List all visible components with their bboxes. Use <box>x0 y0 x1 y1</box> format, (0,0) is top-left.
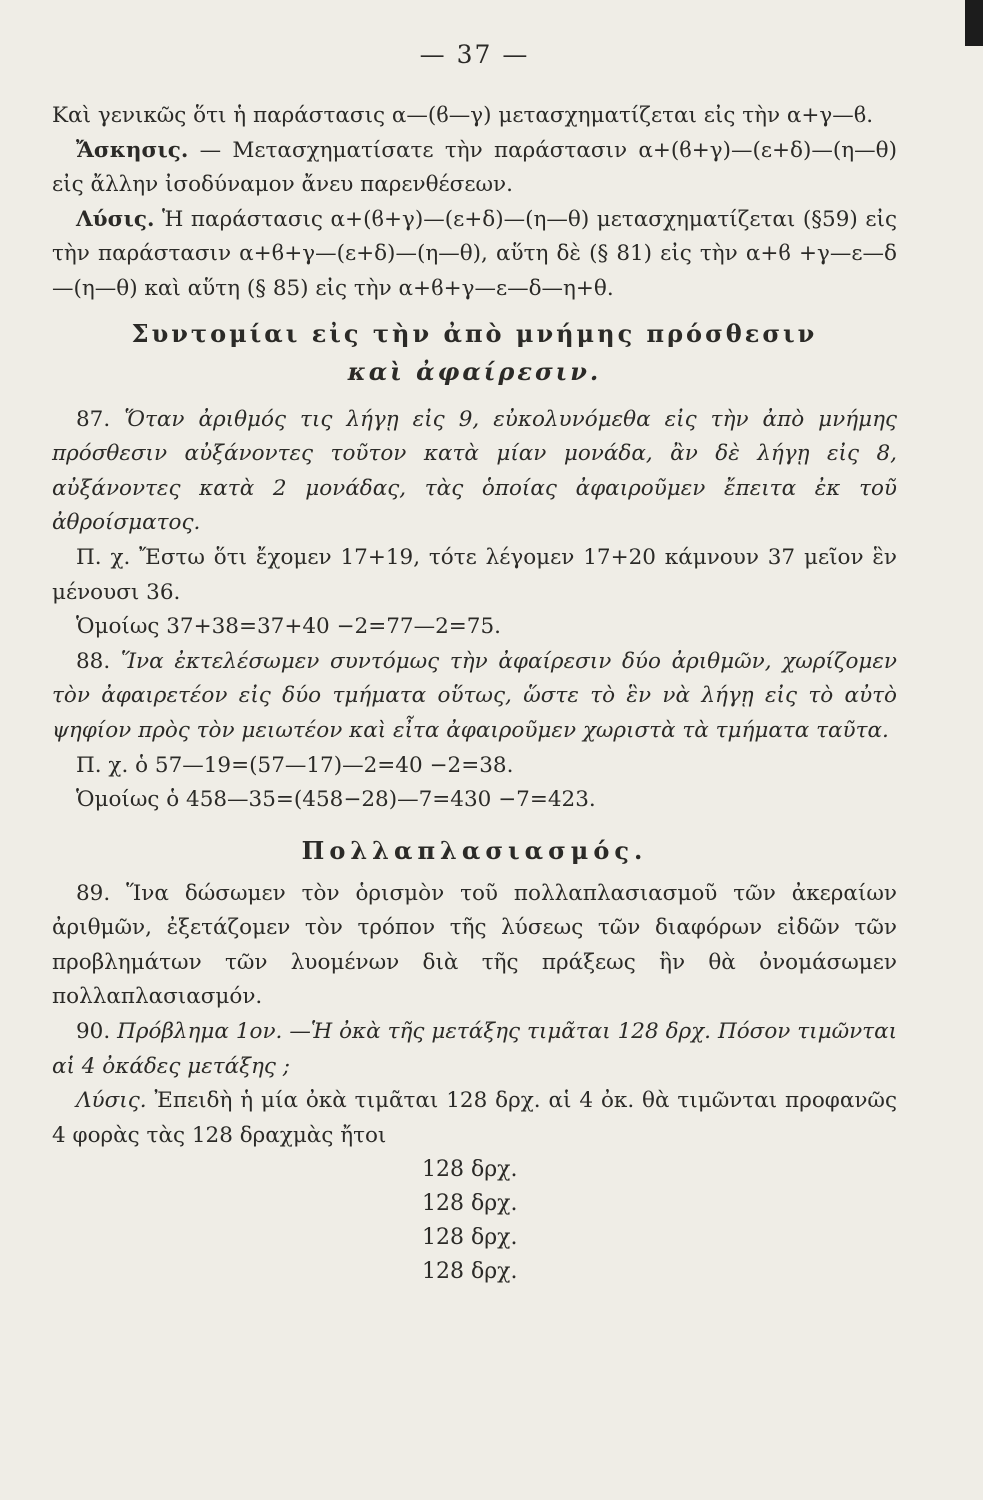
book-page <box>52 40 897 1289</box>
solution-90-label: Λύσις. <box>76 1088 147 1114</box>
page-edge-mark <box>965 0 983 46</box>
exercise-text: — Μετασχηματίσατε τὴν παράστασιν α+(ϐ+γ)—(ε+δ)—(η—θ) εἰς ἄλλην ἰσοδύναμον ἄνευ παρενθέσεων. <box>52 137 897 198</box>
paragraph-88 <box>52 645 897 749</box>
solution-paragraph <box>52 203 897 307</box>
paragraph-90-text: —Ἡ ὀκὰ τῆς μετάξης τιμᾶται 128 δρχ. Πόσον τιμῶνται αἱ 4 ὀκάδες μετάξης ; <box>52 1019 898 1079</box>
paragraph-87-similar: Ὁμοίως 37+38=37+40 −2=77—2=75. <box>76 614 501 640</box>
paragraph-90-solution <box>52 1084 897 1153</box>
paragraph-90-number: 90. <box>76 1019 111 1045</box>
section-title-line1: Συντομίαι εἰς τὴν ἀπὸ μνήμης πρόσθεσιν <box>131 318 818 348</box>
paragraph-87-number: 87. <box>76 406 111 432</box>
addition-line: 128 δρχ. <box>422 1157 518 1183</box>
addition-line: 128 δρχ. <box>422 1191 518 1217</box>
paragraph-88-similar: Ὁμοίως ὁ 458—35=(458−28)—7=430 −7=423. <box>76 787 596 813</box>
section-title-line2: καὶ ἀφαίρεσιν. <box>347 356 602 386</box>
section-title-shortcuts <box>52 315 897 391</box>
paragraph-90 <box>52 1015 897 1084</box>
section-title-multiplication: Πολλαπλασιασμός. <box>301 835 648 865</box>
paragraph-88-example: Π. χ. ὁ 57—19=(57—17)—2=40 −2=38. <box>76 752 514 778</box>
paragraph-89 <box>52 877 897 1015</box>
solution-label: Λύσις. <box>76 206 155 232</box>
addition-line: 128 δρχ. <box>422 1259 518 1285</box>
page-number: — 37 — <box>419 40 530 69</box>
paragraph-89-text: Ἵνα δώσωμεν τὸν ὁρισμὸν τοῦ πολλαπλασιασμοῦ τῶν ἀκεραίων ἀριθμῶν, ἐξετάζομεν τὸν τρόπον τῆς λύσεως τῶν διαφόρων εἰδῶν τῶν προβλημάτων τῶν λυομένων διὰ τῆς πράξεως ἣν θὰ ὀνομάσωμεν πολλαπλασιασμόν. <box>52 880 897 1010</box>
paragraph-87-example: Π. χ. Ἔστω ὅτι ἔχομεν 17+19, τότε λέγομεν 17+20 κάμνουν 37 μεῖον ἓν μένουσι 36. <box>52 544 897 605</box>
paragraph-general: Καὶ γενικῶς ὅτι ἡ παράστασις α—(ϐ—γ) μετασχηματίζεται εἰς τὴν α+γ—ϐ. <box>52 103 874 128</box>
addition-line: 128 δρχ. <box>422 1225 518 1251</box>
paragraph-89-number: 89. <box>76 880 111 906</box>
paragraph-88-number: 88. <box>76 648 111 674</box>
exercise-label: Ἄσκησις. <box>76 137 189 163</box>
paragraph-87-text: Ὅταν ἀριθμός τις λήγῃ εἰς 9, εὐκολυνόμεθα εἰς τὴν ἀπὸ μνήμης πρόσθεσιν αὐξάνοντες τοῦτον κατὰ μίαν μονάδα, ἂν δὲ λήγῃ εἰς 8, αὐξάνοντες κατὰ 2 μονάδας, τὰς ὁποίας ἀφαιροῦμεν ἔπειτα ἐκ τοῦ ἀθροίσματος. <box>52 406 898 536</box>
solution-text: Ἡ παράστασις α+(ϐ+γ)—(ε+δ)—(η—θ) μετασχηματίζεται (§59) εἰς τὴν παράστασιν α+ϐ+γ—(ε+δ)—(η—θ), αὕτη δὲ (§ 81) εἰς τὴν α+ϐ +γ—ε—δ—(η—θ) καὶ αὕτη (§ 85) εἰς τὴν α+ϐ+γ—ε—δ—η+θ. <box>52 206 897 301</box>
paragraph-87 <box>52 403 897 541</box>
paragraph-90-label: Πρόβλημα 1ον. <box>117 1019 283 1045</box>
solution-90-text: Ἐπειδὴ ἡ μία ὀκὰ τιμᾶται 128 δρχ. αἱ 4 ὀκ. θὰ τιμῶνται προφανῶς 4 φορὰς τὰς 128 δραχμὰς ἤτοι <box>52 1088 897 1148</box>
addition-column <box>422 1153 897 1289</box>
paragraph-88-text: Ἵνα ἐκτελέσωμεν συντόμως τὴν ἀφαίρεσιν δύο ἀριθμῶν, χωρίζομεν τὸν ἀφαιρετέον εἰς δύο τμήματα οὕτως, ὥστε τὸ ἓν νὰ λήγῃ εἰς τὸ αὐτὸ ψηφίον πρὸς τὸν μειωτέον καὶ εἶτα ἀφαιροῦμεν χωριστὰ τὰ τμήματα ταῦτα. <box>52 648 898 743</box>
exercise-paragraph <box>52 134 897 203</box>
